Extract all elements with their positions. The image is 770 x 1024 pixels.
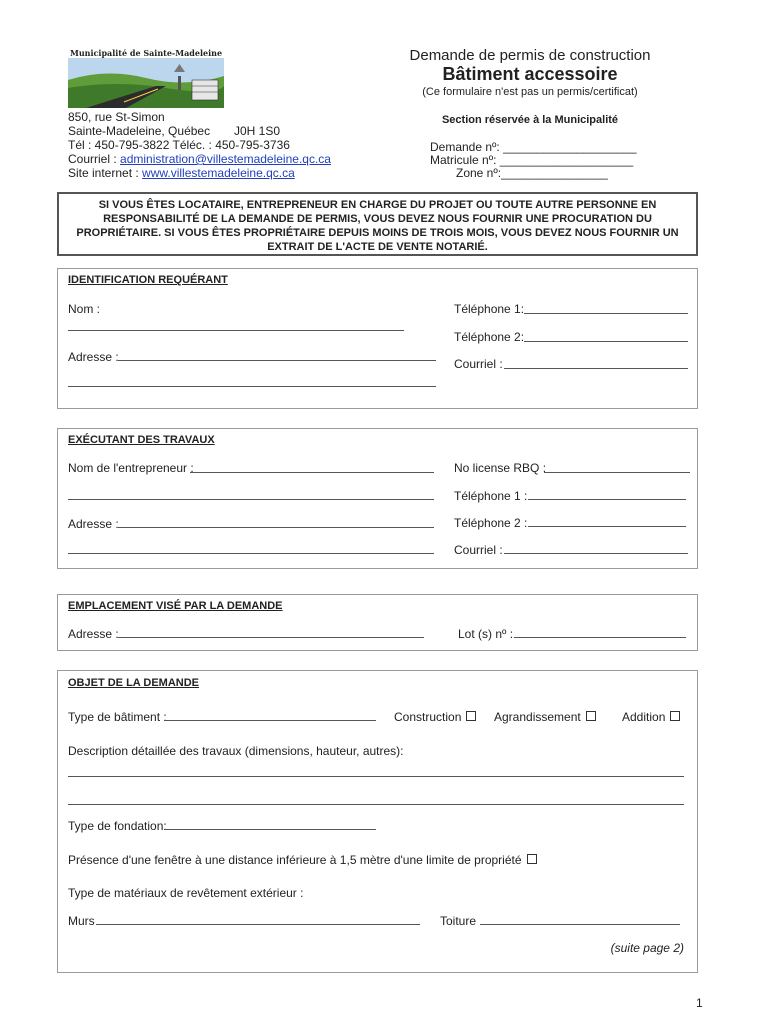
requerant-adresse-label: Adresse :	[68, 350, 119, 364]
executant-telephone1-label: Téléphone 1 :	[454, 489, 528, 503]
requerant-telephone2-field[interactable]	[524, 341, 688, 342]
notice-box	[57, 192, 698, 256]
notice-text: SI VOUS ÊTES LOCATAIRE, ENTREPRENEUR EN CHARGE DU PROJET OU TOUTE AUTRE PERSONNE EN RESPONSABILITÉ DE LA DEMANDE DE PERMIS, VOUS DEVEZ NOUS FOURNIR UNE PROCURATION DU PROPRIÉTAIRE. SI VOUS ÊTES PROPRIÉTAIRE DEPUIS MOINS DE TROIS MOIS, VOUS DEVEZ NOUS FOURNIR UN EXTRAIT DE L'ACTE DE VENTE NOTARIÉ.	[76, 199, 679, 253]
option-addition[interactable]	[622, 710, 680, 724]
phone-fax: Tél : 450-795-3822 Téléc. : 450-795-3736	[68, 138, 290, 152]
option-construction[interactable]	[394, 710, 476, 724]
form-subtitle: Bâtiment accessoire	[442, 64, 618, 84]
emplacement-adresse-field[interactable]	[118, 637, 424, 638]
requerant-nom-field[interactable]	[68, 330, 404, 331]
requerant-courriel-field[interactable]	[504, 368, 688, 369]
executant-adresse-field[interactable]	[118, 527, 434, 528]
fenetre-checkbox[interactable]	[527, 854, 537, 864]
requerant-nom-label: Nom :	[68, 302, 101, 316]
construction-checkbox[interactable]	[466, 711, 476, 721]
form-title: Demande de permis de construction	[409, 47, 651, 64]
requerant-adresse-field[interactable]	[118, 360, 436, 361]
website-link[interactable]: www.villestemadeleine.qc.ca	[142, 166, 295, 180]
executant-license-field[interactable]	[544, 472, 690, 473]
executant-license-label: No license RBQ :	[454, 461, 547, 475]
executant-telephone1-field[interactable]	[528, 499, 686, 500]
form-note: (Ce formulaire n'est pas un permis/certificat)	[422, 86, 638, 98]
fenetre-label: Présence d'une fenêtre à une distance inférieure à 1,5 mètre d'une limite de propriété	[68, 853, 522, 867]
option-agrandissement[interactable]	[494, 710, 596, 724]
fondation-label: Type de fondation:	[68, 819, 167, 833]
fondation-field[interactable]	[164, 829, 376, 830]
option-addition-label: Addition	[622, 710, 666, 724]
option-agrandissement-label: Agrandissement	[494, 710, 581, 724]
description-field-2[interactable]	[68, 804, 684, 805]
emplacement-adresse-label: Adresse :	[68, 627, 119, 641]
suite-note: (suite page 2)	[610, 941, 684, 955]
executant-nom-field[interactable]	[190, 472, 434, 473]
addition-checkbox[interactable]	[670, 711, 680, 721]
emplacement-lots-label: Lot (s) nº :	[458, 627, 514, 641]
email-link[interactable]: administration@villestemadeleine.qc.ca	[120, 152, 331, 166]
requerant-telephone1-field[interactable]	[524, 313, 688, 314]
murs-label: Murs	[68, 914, 95, 928]
requerant-telephone2-label: Téléphone 2:	[454, 330, 525, 344]
address-line: 850, rue St-Simon	[68, 110, 165, 124]
reserved-title: Section réservée à la Municipalité	[441, 114, 619, 126]
email-line	[68, 152, 368, 166]
type-batiment-field[interactable]	[164, 720, 376, 721]
executant-telephone2-label: Téléphone 2 :	[454, 516, 528, 530]
city-line	[68, 124, 368, 138]
page-number: 1	[696, 996, 703, 1010]
logo-landscape-image	[66, 58, 226, 110]
executant-telephone2-field[interactable]	[528, 526, 686, 527]
section-objet-title: OBJET DE LA DEMANDE	[68, 677, 199, 689]
materiaux-label: Type de matériaux de revêtement extérieur :	[68, 886, 304, 900]
description-label: Description détaillée des travaux (dimensions, hauteur, autres):	[68, 744, 404, 758]
contact-block	[68, 110, 368, 180]
section-emplacement-title: EMPLACEMENT VISÉ PAR LA DEMANDE	[68, 600, 283, 612]
toiture-label: Toiture	[440, 914, 477, 928]
email-label: Courriel :	[68, 152, 121, 166]
municipality-logo	[66, 46, 226, 108]
executant-nom-field-2[interactable]	[68, 499, 434, 500]
executant-adresse-field-2[interactable]	[68, 553, 434, 554]
option-construction-label: Construction	[394, 710, 462, 724]
emplacement-lots-field[interactable]	[514, 637, 686, 638]
section-requerant-title: IDENTIFICATION REQUÉRANT	[68, 274, 228, 286]
requerant-courriel-label: Courriel :	[454, 357, 503, 371]
executant-courriel-label: Courriel :	[454, 543, 503, 557]
reserved-demande[interactable]: Demande nº: ____________________	[430, 140, 637, 154]
requerant-adresse-field-2[interactable]	[68, 386, 436, 387]
postal-code: J0H 1S0	[234, 124, 281, 138]
executant-adresse-label: Adresse :	[68, 517, 119, 531]
fenetre-option[interactable]	[68, 853, 537, 867]
section-executant-title: EXÉCUTANT DES TRAVAUX	[68, 434, 215, 446]
reserved-matricule[interactable]: Matricule nº: ____________________	[430, 153, 634, 167]
murs-field[interactable]	[96, 924, 420, 925]
website-label: Site internet :	[68, 166, 143, 180]
executant-courriel-field[interactable]	[504, 553, 688, 554]
toiture-field[interactable]	[480, 924, 680, 925]
section-requerant	[57, 268, 698, 409]
city: Sainte-Madeleine, Québec	[68, 124, 211, 138]
type-batiment-label: Type de bâtiment :	[68, 710, 167, 724]
requerant-telephone1-label: Téléphone 1:	[454, 302, 525, 316]
logo-title: Municipalité de Sainte-Madeleine	[70, 48, 223, 58]
agrandissement-checkbox[interactable]	[586, 711, 596, 721]
reserved-zone[interactable]: Zone nº:________________	[456, 166, 608, 180]
website-line	[68, 166, 368, 180]
description-field-1[interactable]	[68, 776, 684, 777]
executant-nom-label: Nom de l'entrepreneur :	[68, 461, 194, 475]
